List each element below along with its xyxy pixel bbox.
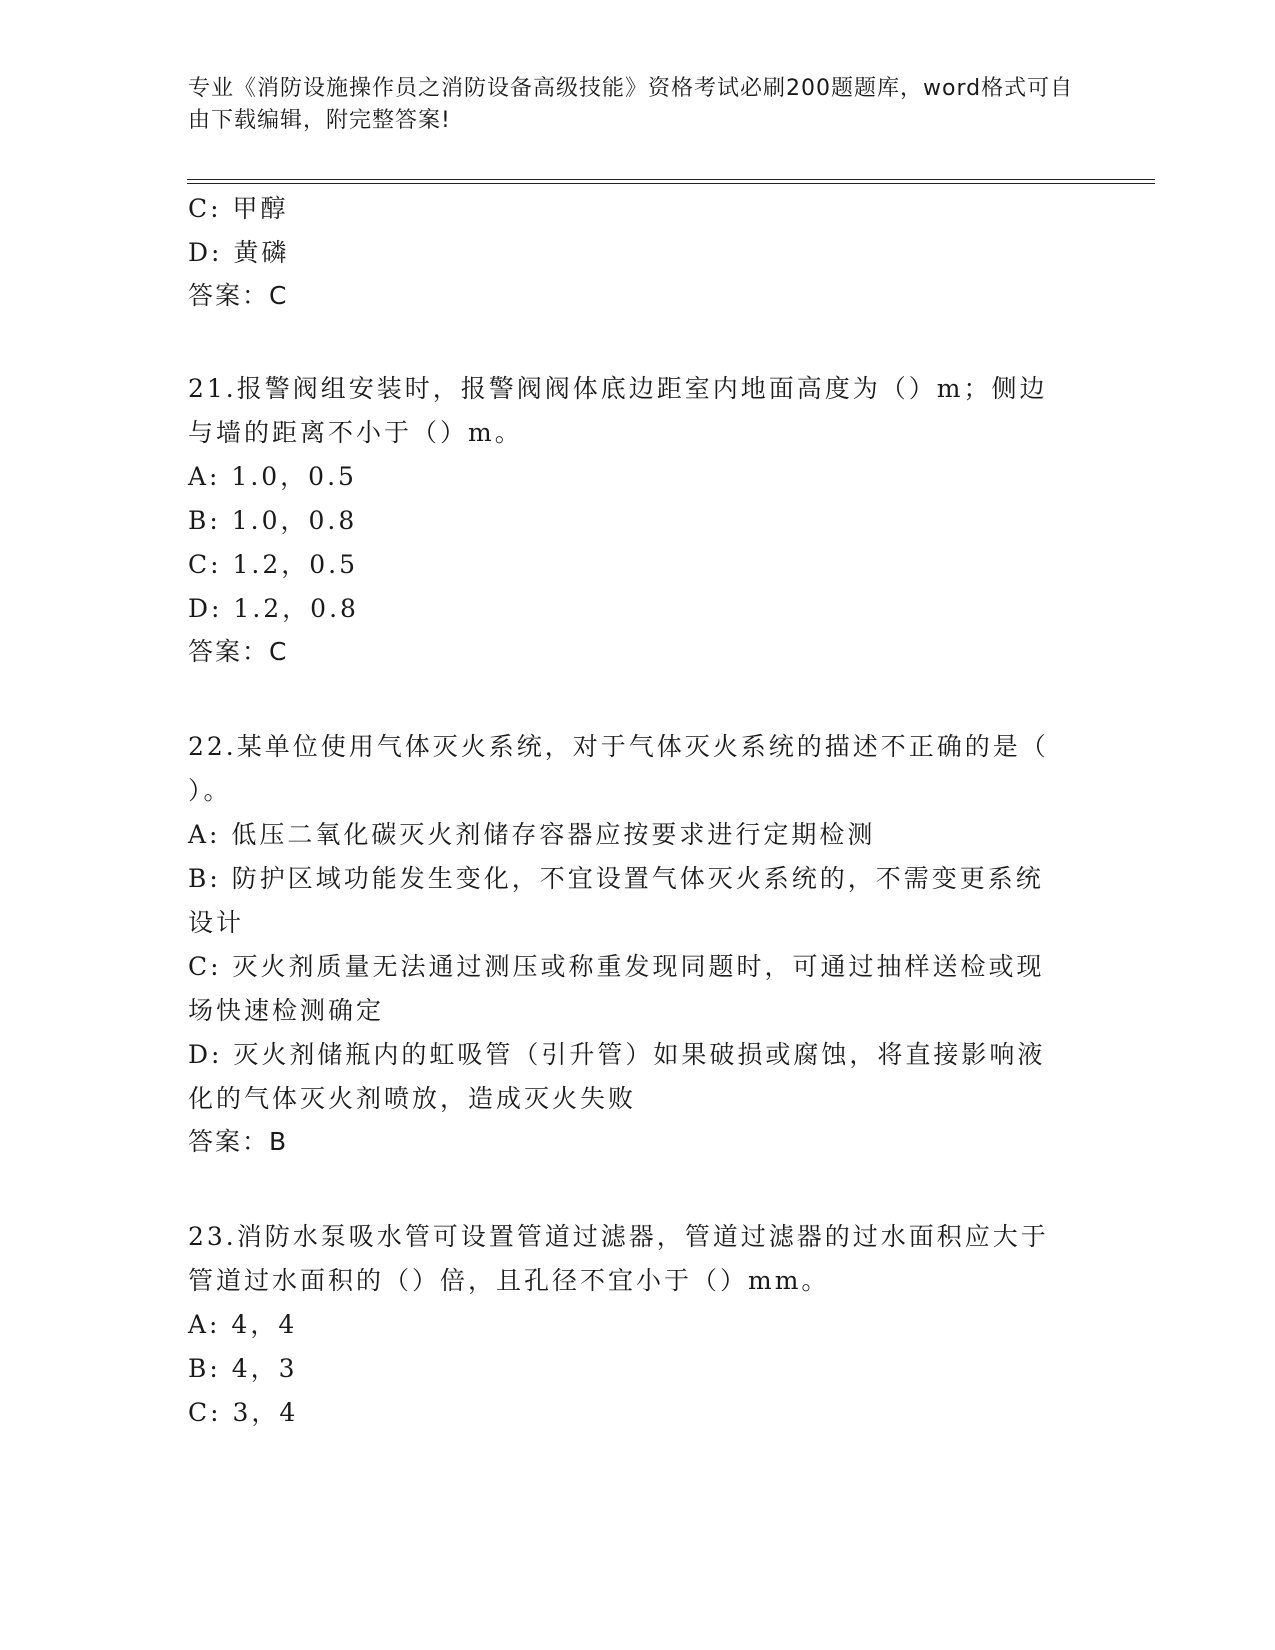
q23-option-a: A: 4，4	[188, 1310, 298, 1339]
document-header: 专业《消防设施操作员之消防设备高级技能》资格考试必刷200题题库，word格式可自由下载编辑，附完整答案!	[188, 76, 1074, 133]
q20-option-d: D: 黄磷	[188, 238, 290, 267]
q23-option-c: C: 3，4	[188, 1398, 299, 1427]
q22-option-b-line1: B: 防护区域功能发生变化，不宜设置气体灭火系统的，不需变更系统	[188, 864, 1044, 893]
q22-stem-line1: 22.某单位使用气体灭火系统，对于气体灭火系统的描述不正确的是（	[188, 732, 1049, 761]
q21-option-d: D: 1.2，0.8	[188, 594, 359, 623]
q21-answer: 答案：C	[188, 637, 289, 666]
q20-option-c: C: 甲醇	[188, 194, 289, 223]
q22-option-b-line2: 设计	[188, 908, 245, 937]
q20-answer: 答案：C	[188, 281, 289, 310]
q22-stem-line2: ）。	[188, 776, 232, 805]
q22-option-c-line2: 场快速检测确定	[188, 996, 385, 1025]
q23-stem-line2: 管道过水面积的（）倍，且孔径不宜小于（）mm。	[188, 1266, 830, 1295]
q22-option-d-line2: 化的气体灭火剂喷放，造成灭火失败	[188, 1084, 637, 1113]
q23-option-b: B: 4，3	[188, 1354, 298, 1383]
q21-option-a: A: 1.0，0.5	[188, 462, 357, 491]
q21-stem-line2: 与墙的距离不小于（）m。	[188, 418, 523, 447]
q22-answer: 答案：B	[188, 1127, 289, 1156]
header-divider-top	[187, 179, 1155, 180]
q23-stem-line1: 23.消防水泵吸水管可设置管道过滤器，管道过滤器的过水面积应大于	[188, 1222, 1049, 1251]
q21-option-c: C: 1.2，0.5	[188, 550, 359, 579]
q22-option-c-line1: C: 灭火剂质量无法通过测压或称重发现同题时，可通过抽样送检或现	[188, 952, 1045, 981]
q22-option-a: A: 低压二氧化碳灭火剂储存容器应按要求进行定期检测	[188, 820, 876, 849]
q21-option-b: B: 1.0，0.8	[188, 506, 358, 535]
header-divider-bottom	[187, 183, 1155, 184]
q21-stem-line1: 21.报警阀组安装时，报警阀阀体底边距室内地面高度为（）m；侧边	[188, 374, 1048, 403]
q22-option-d-line1: D: 灭火剂储瓶内的虹吸管（引升管）如果破损或腐蚀，将直接影响液	[188, 1040, 1046, 1069]
